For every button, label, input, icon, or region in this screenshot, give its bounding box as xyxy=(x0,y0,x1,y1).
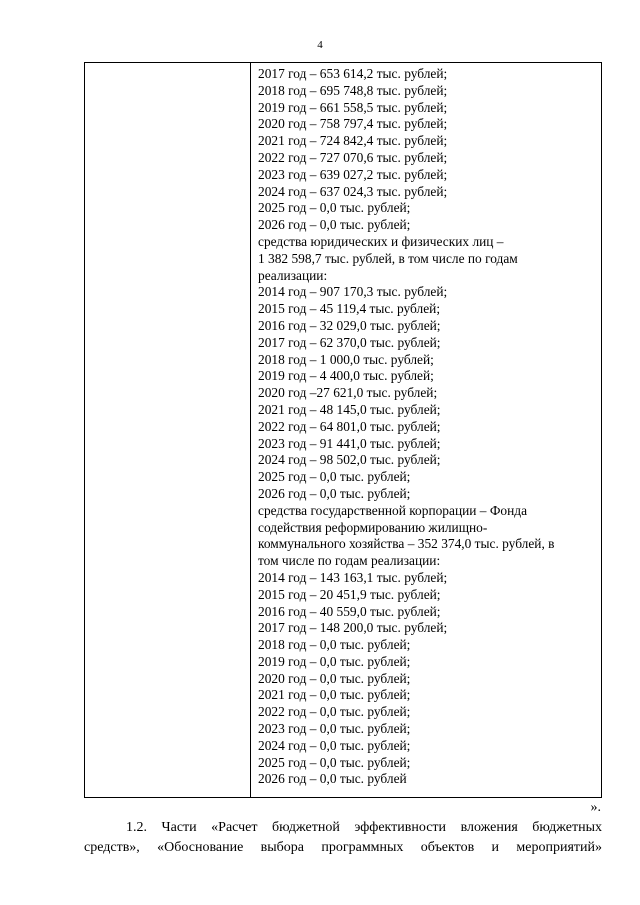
section-paragraph xyxy=(84,818,602,858)
funding-line: 2022 год – 64 801,0 тыс. рублей; xyxy=(258,418,441,434)
funding-line: том числе по годам реализации: xyxy=(258,553,441,569)
funding-line: 2023 год – 0,0 тыс. рублей; xyxy=(258,721,411,737)
funding-line: 2024 год – 98 502,0 тыс. рублей; xyxy=(258,452,441,468)
funding-line: содействия реформированию жилищно- xyxy=(258,519,488,535)
funding-line: коммунального хозяйства – 352 374,0 тыс. рублей, в xyxy=(258,536,555,552)
funding-line: 2018 год – 695 748,8 тыс. рублей; xyxy=(258,82,448,98)
funding-line: 2014 год – 143 163,1 тыс. рублей; xyxy=(258,569,448,585)
funding-line: 2017 год – 148 200,0 тыс. рублей; xyxy=(258,620,448,636)
funding-line: 2020 год –27 621,0 тыс. рублей; xyxy=(258,385,438,401)
funding-line: 2020 год – 758 797,4 тыс. рублей; xyxy=(258,116,448,132)
funding-line: 2022 год – 0,0 тыс. рублей; xyxy=(258,704,411,720)
table-column-divider xyxy=(250,63,251,797)
funding-line: 2020 год – 0,0 тыс. рублей; xyxy=(258,670,411,686)
funding-line: 2023 год – 639 027,2 тыс. рублей; xyxy=(258,166,448,182)
funding-line: 2018 год – 1 000,0 тыс. рублей; xyxy=(258,351,434,367)
funding-line: 2014 год – 907 170,3 тыс. рублей; xyxy=(258,284,448,300)
funding-line: средства государственной корпорации – Фонда xyxy=(258,502,528,518)
funding-line: 2025 год – 0,0 тыс. рублей; xyxy=(258,469,411,485)
paragraph-line: 1.2. Части «Расчет бюджетной эффективности вложения бюджетных xyxy=(126,820,602,835)
funding-line: 2015 год – 45 119,4 тыс. рублей; xyxy=(258,301,441,317)
funding-line: 2025 год – 0,0 тыс. рублей; xyxy=(258,200,411,216)
funding-line: реализации: xyxy=(258,267,328,283)
funding-line: 2019 год – 0,0 тыс. рублей; xyxy=(258,653,411,669)
funding-line: 2019 год – 661 558,5 тыс. рублей; xyxy=(258,99,448,115)
page-number: 4 xyxy=(317,39,323,51)
funding-line: 2018 год – 0,0 тыс. рублей; xyxy=(258,637,411,653)
funding-line: 2021 год – 0,0 тыс. рублей; xyxy=(258,687,411,703)
funding-line: 2015 год – 20 451,9 тыс. рублей; xyxy=(258,586,441,602)
funding-line: 2026 год – 0,0 тыс. рублей xyxy=(258,771,407,787)
funding-line: 2026 год – 0,0 тыс. рублей; xyxy=(258,485,411,501)
funding-line: средства юридических и физических лиц – xyxy=(258,233,504,249)
funding-line: 2017 год – 62 370,0 тыс. рублей; xyxy=(258,334,441,350)
funding-line: 2016 год – 32 029,0 тыс. рублей; xyxy=(258,317,441,333)
funding-line: 2025 год – 0,0 тыс. рублей; xyxy=(258,754,411,770)
funding-line: 2021 год – 724 842,4 тыс. рублей; xyxy=(258,133,448,149)
funding-line: 2022 год – 727 070,6 тыс. рублей; xyxy=(258,149,448,165)
paragraph-line: средств», «Обоснование выбора программных объектов и мероприятий» xyxy=(84,840,602,855)
closing-quote: ». xyxy=(590,800,601,815)
funding-line: 2023 год – 91 441,0 тыс. рублей; xyxy=(258,435,441,451)
funding-line: 2024 год – 0,0 тыс. рублей; xyxy=(258,737,411,753)
funding-line: 2017 год – 653 614,2 тыс. рублей; xyxy=(258,66,448,81)
funding-line: 2019 год – 4 400,0 тыс. рублей; xyxy=(258,368,434,384)
funding-line: 1 382 598,7 тыс. рублей, в том числе по годам xyxy=(258,250,518,266)
funding-line: 2024 год – 637 024,3 тыс. рублей; xyxy=(258,183,448,199)
funding-line: 2026 год – 0,0 тыс. рублей; xyxy=(258,217,411,233)
table-right-cell xyxy=(258,66,593,788)
funding-line: 2016 год – 40 559,0 тыс. рублей; xyxy=(258,603,441,619)
funding-line: 2021 год – 48 145,0 тыс. рублей; xyxy=(258,401,441,417)
program-funding-table xyxy=(84,62,602,798)
